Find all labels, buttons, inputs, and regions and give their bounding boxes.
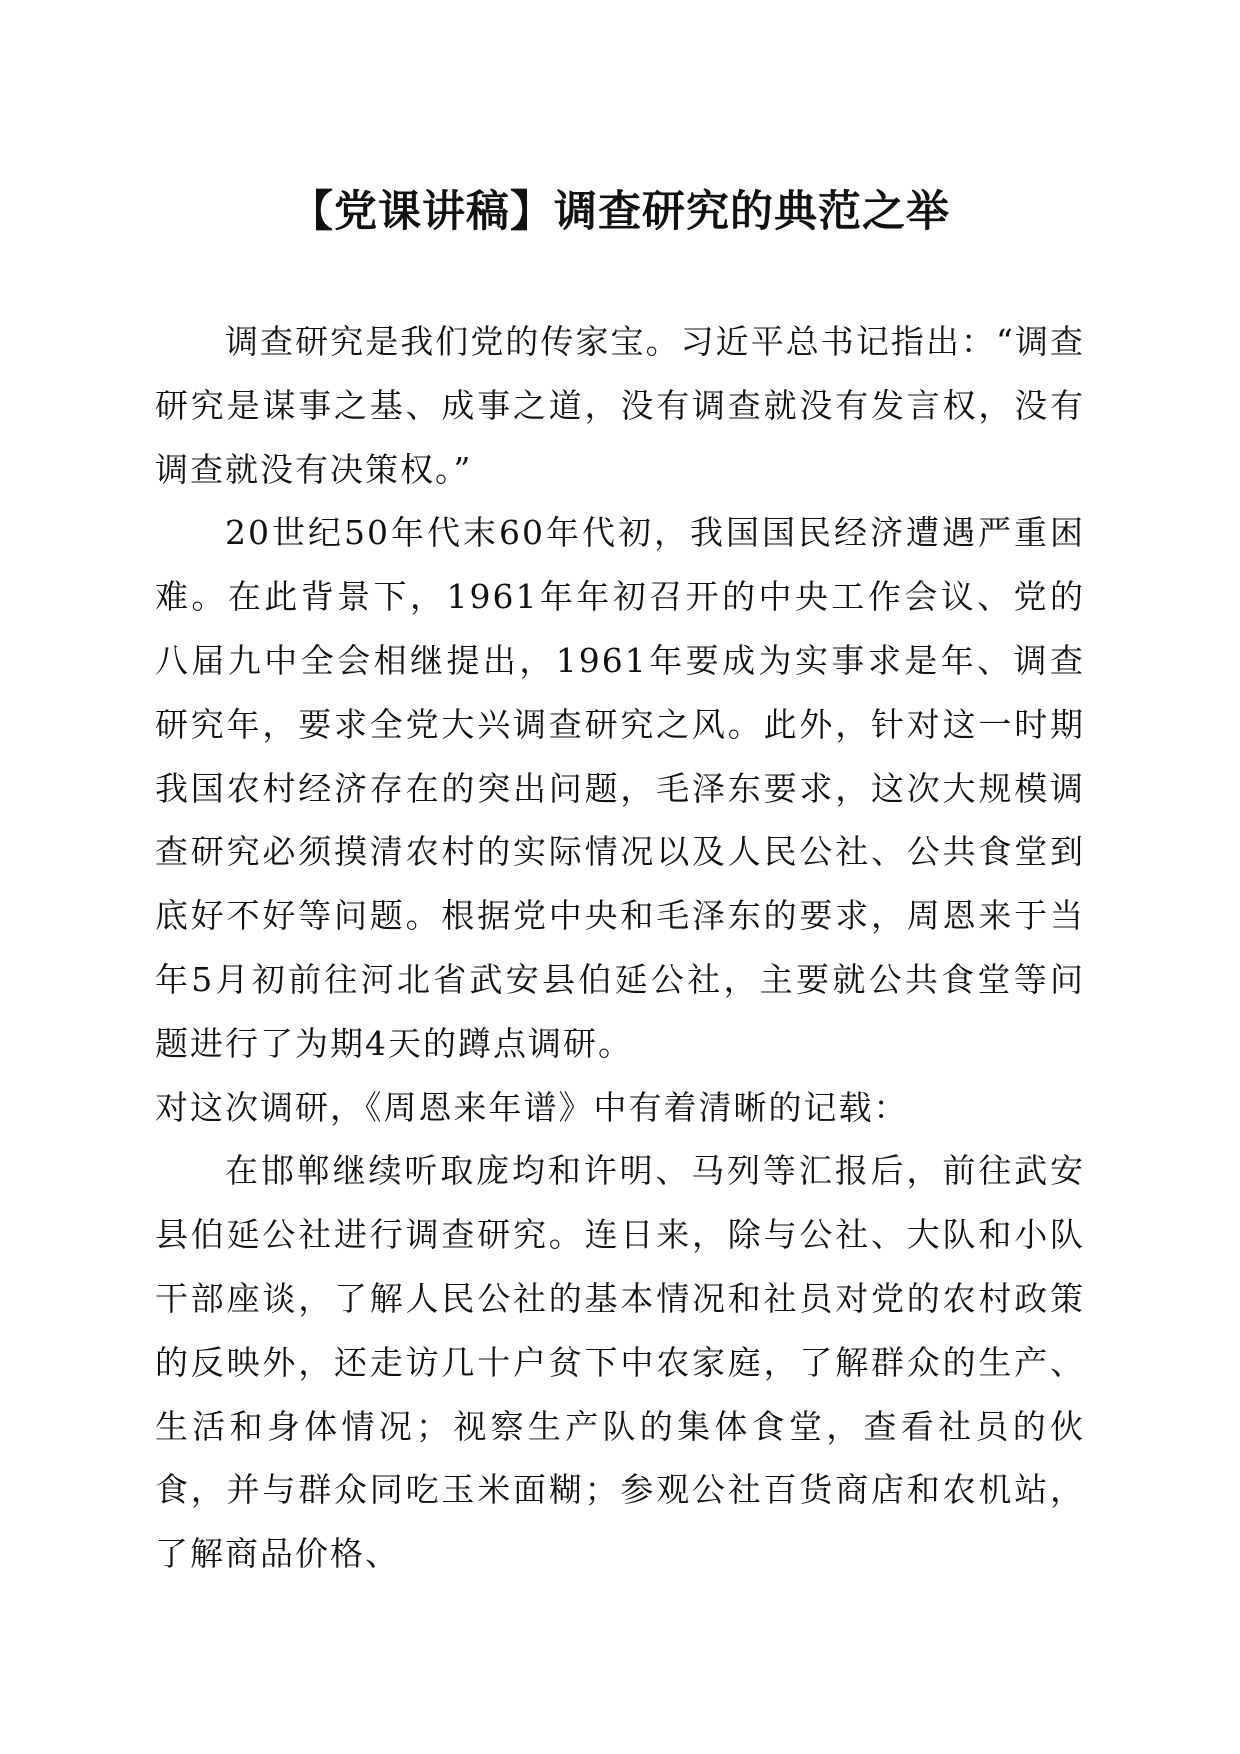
paragraph-3: 对这次调研，《周恩来年谱》中有着清晰的记载：: [155, 1087, 909, 1127]
page-title: 【党课讲稿】调查研究的典范之举: [290, 187, 950, 237]
paragraph-4: 在邯郸继续听取庞均和许明、马列等汇报后，前往武安县伯延公社进行调查研究。连日来，除与公社、大队和小队干部座谈，了解人民公社的基本情况和社员对党的农村政策的反映外，还走访几十户贫下中农家庭，了解群众的生产、生活和身体情况；视察生产队的集体食堂，查看社员的伙食，并与群众同吃玉米面糊；参观公社百货商店和农机站，了解商品价格、: [155, 1151, 1085, 1574]
document-body: [155, 310, 1085, 1586]
paragraph-2: 20世纪50年代末60年代初，我国国民经济遭遇严重困难。在此背景下，1961年年初召开的中央工作会议、党的八届九中全会相继提出，1961年要成为实事求是年、调查研究年，要求全党大兴调查研究之风。此外，针对这一时期我国农村经济存在的突出问题，毛泽东要求，这次大规模调查研究必须摸清农村的实际情况以及人民公社、公共食堂到底好不好等问题。根据党中央和毛泽东的要求，周恩来于当年5月初前往河北省武安县伯延公社，主要就公共食堂等问题进行了为期4天的蹲点调研。: [155, 513, 1085, 1063]
paragraph-1: 调查研究是我们党的传家宝。习近平总书记指出：“调查研究是谋事之基、成事之道，没有调查就没有发言权，没有调查就没有决策权。”: [155, 322, 1085, 489]
